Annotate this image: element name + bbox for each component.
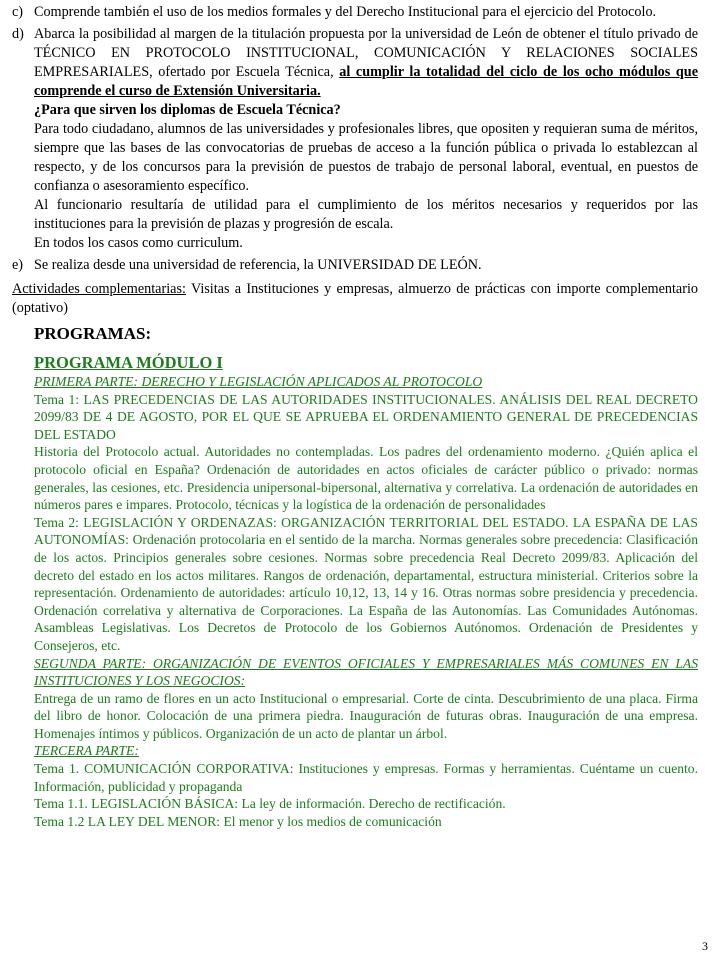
item-marker: e) <box>12 257 24 273</box>
tema2-title: Tema 2: LEGISLACIÓN Y ORDENAZAS: ORGANIZACIÓN TERRITORIAL DEL ESTADO. LA ESPAÑA DE LAS AUTONOMÍAS: <box>34 514 698 548</box>
primera-parte-heading: PRIMERA PARTE: DERECHO Y LEGISLACIÓN APLICADOS AL PROTOCOLO <box>34 374 483 389</box>
page-number: 3 <box>702 939 708 953</box>
item-d-text: Abarca la posibilidad al margen de la titulación propuesta por la universidad de León de obtener el título privado de TÉCNICO EN PROTOCOLO INSTITUCIONAL, COMUNICACIÓN Y RELACIONES SOCIALES EMPRESARIALES, ofertado por Escuela Técnica, <box>34 26 698 80</box>
tema1-body: Historia del Protocolo actual. Autoridades no contempladas. Los padres del ordenamiento moderno. ¿Quién aplica el protocolo oficial en España? Ordenación de autoridades en actos oficiales de carácter público o privado: normas generales, las cesiones, etc. Presidencia unipersonal-bipersonal, alternativa y correlativa. La ordenación de autoridades en números pares e impares. Protocolo, técnicas y la logística de la ordenación de personalidades <box>34 444 698 513</box>
tema1-title: Tema 1: LAS PRECEDENCIAS DE LAS AUTORIDADES INSTITUCIONALES. ANÁLISIS DEL REAL DECRETO 2099/83 DE 4 DE AGOSTO, POR EL QUE SE APRUEBA EL ORDENAMIENTO GENERAL DE PRECEDENCIAS DEL ESTADO <box>34 391 698 442</box>
actividades-label: Actividades complementarias: <box>12 281 186 297</box>
actividades-text: Visitas a Instituciones y empresas, almuerzo de prácticas con importe complementario (optativo) <box>12 281 698 316</box>
tercera-tema-1-1: Tema 1.1. LEGISLACIÓN BÁSICA: La ley de información. Derecho de rectificación. <box>34 796 506 812</box>
segunda-parte-body: Entrega de un ramo de flores en un acto Institucional o empresarial. Corte de cinta. Descubrimiento de una placa. Firma del libro de honor. Colocación de una primera piedra. Inauguración de futuras obras. Inauguración de una empresa. Homenajes íntimos y públicos. Organización de un acto de plantar un árbol. <box>34 690 698 741</box>
tercera-tema-1: Tema 1. COMUNICACIÓN CORPORATIVA: Instituciones y empresas. Formas y herramientas. Cuéntame un cuento. Información, publicidad y propaganda <box>34 761 698 794</box>
diplomas-para-1: Para todo ciudadano, alumnos de las universidades y profesionales libres, que opositen y requieran suma de méritos, siempre que las bases de las convocatorias de pruebas de acceso a la función pública o privada lo establezcan al respecto, y de los concursos para la previsión de puestos de trabajo de personal laboral, eventual, en puestos de confianza o asesoramiento específico. <box>34 121 698 194</box>
item-marker: c) <box>12 4 24 20</box>
programas-title: PROGRAMAS: <box>34 324 152 343</box>
tema2-paragraph <box>34 514 698 655</box>
modulo-title: PROGRAMA MÓDULO I <box>34 353 223 372</box>
list-item-c <box>12 3 698 22</box>
list-item-d <box>12 25 698 101</box>
item-text: Comprende también el uso de los medios formales y del Derecho Institucional para el ejercicio del Protocolo. <box>34 4 657 20</box>
programas-section <box>12 323 698 830</box>
tercera-parte-heading: TERCERA PARTE: <box>34 743 139 759</box>
tema2-body: Ordenación protocolaria en el sentido de la marcha. Normas generales sobre precedencia: Clasificación de los actos. Principios generales sobre cesiones. Normas sobre precedencia Real Decreto 2099/83. Aplicación del decreto del estado en los actos militares. Rangos de ordenación, departamental, estructura ministerial. Criterios sobre la representación. Ordenamiento de autoridades: artículo 10,12, 13, 14 y 16. Otras normas sobre presidencia y precedencia. Ordenación correlativa y alternativa de Corporaciones. La España de las Autonomías. Las Comunidades Autónomas. Asambleas Legislativas. Los Decretos de Protocolo de los Gobiernos Autónomos. Ordenación de Presidentes y Consejeros, etc. <box>34 532 698 653</box>
actividades-complementarias <box>12 280 698 318</box>
document-page <box>12 3 698 830</box>
tercera-tema-1-2: Tema 1.2 LA LEY DEL MENOR: El menor y los medios de comunicación <box>34 813 442 829</box>
list-item-e <box>12 256 698 275</box>
item-text <box>34 25 698 101</box>
item-marker: d) <box>12 26 24 42</box>
diplomas-para-2: Al funcionario resultaría de utilidad para el cumplimiento de los méritos necesarios y requeridos por las instituciones para la previsión de plazas y progresión de escala. <box>34 197 698 232</box>
diplomas-para-3: En todos los casos como curriculum. <box>34 235 243 251</box>
diplomas-question: ¿Para que sirven los diplomas de Escuela Técnica? <box>34 102 341 118</box>
item-text: Se realiza desde una universidad de referencia, la UNIVERSIDAD DE LEÓN. <box>34 257 482 273</box>
item-d-emphasis: al cumplir la totalidad del ciclo de los ocho módulos que comprende el curso de Extensión Universitaria. <box>34 64 698 99</box>
segunda-parte-heading: SEGUNDA PARTE: ORGANIZACIÓN DE EVENTOS OFICIALES Y EMPRESARIALES MÁS COMUNES EN LAS INSTITUCIONES Y LOS NEGOCIOS: <box>34 655 698 689</box>
